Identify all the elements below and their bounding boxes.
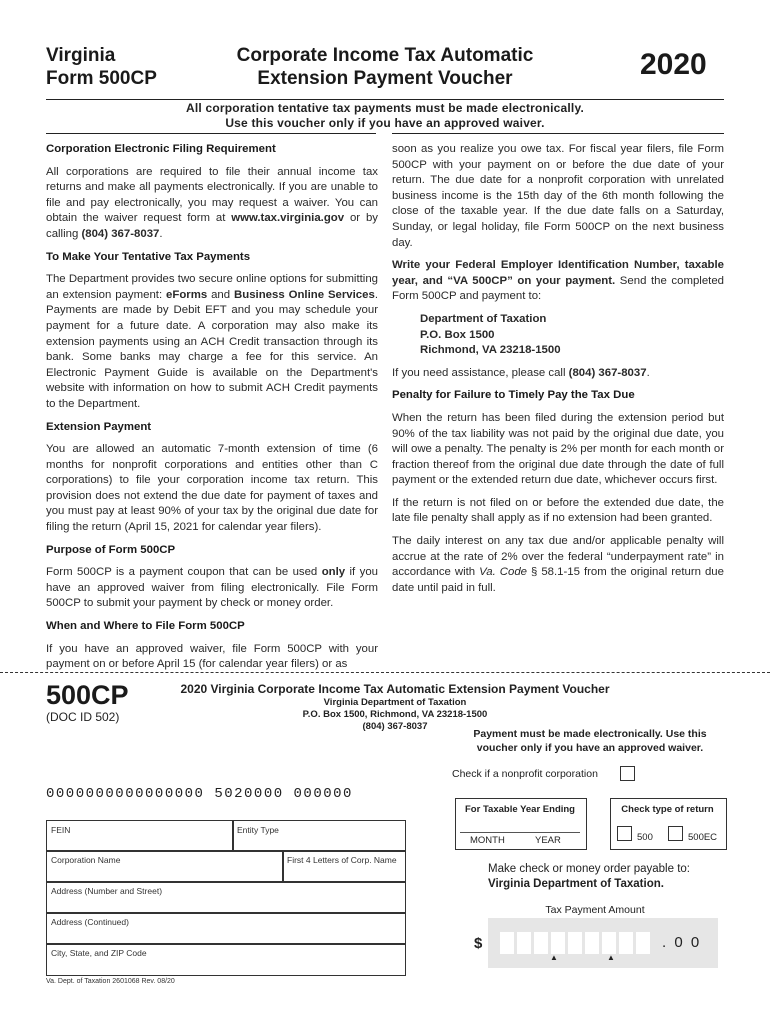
right-column-rule bbox=[392, 133, 724, 134]
notice-line-1: All corporation tentative tax payments must be made electronically. bbox=[186, 101, 584, 115]
write-fein-paragraph: Write your Federal Employer Identification Number, taxable year, and “VA 500CP” on your payment. Send the completed Form 500CP and payment to: bbox=[392, 259, 724, 303]
when-paragraph: If you have an approved waiver, file Form 500CP with your payment on or before April 15 (for calendar year filers) or as bbox=[46, 642, 378, 671]
entity-type-field[interactable]: Entity Type bbox=[232, 820, 406, 852]
corporation-name-field[interactable]: Corporation Name bbox=[46, 850, 284, 883]
nonprofit-label: Check if a nonprofit corporation bbox=[452, 768, 598, 780]
dollar-sign: $ bbox=[474, 935, 483, 952]
form-footer: Va. Dept. of Taxation 2601068 Rev. 08/20 bbox=[46, 978, 175, 985]
fein-field[interactable]: FEIN bbox=[46, 820, 234, 852]
voucher-notice: Payment must be made electronically. Use this voucher only if you have an approved waiver. bbox=[473, 728, 707, 754]
voucher-doc-id: (DOC ID 502) bbox=[46, 710, 120, 724]
option-500ec-label: 500EC bbox=[688, 832, 718, 843]
assistance-paragraph: If you need assistance, please call (804) 367-8037. bbox=[392, 366, 650, 379]
amount-digit-cell[interactable] bbox=[636, 932, 650, 954]
form-title bbox=[205, 44, 565, 90]
amount-digit-cell[interactable] bbox=[551, 932, 565, 954]
voucher-form-number: 500CP bbox=[46, 680, 129, 710]
extension-paragraph: You are allowed an automatic 7-month extension of time (6 months for nonprofit corporations and entities other than C corporations) to file your corporation income tax return. This provision does not extend the due date for payment of taxes and you must pay at least 90% of your tax by the original due date for filing the return (April 15, 2021 for calendar year filers). bbox=[46, 443, 378, 534]
state-name: Virginia bbox=[46, 45, 116, 66]
taxable-year-line[interactable] bbox=[460, 832, 580, 833]
amount-digit-cell[interactable] bbox=[602, 932, 616, 954]
voucher-department-info: Virginia Department of Taxation P.O. Box 1500, Richmond, VA 23218-1500 (804) 367-8037 bbox=[302, 697, 488, 732]
form-identifier bbox=[46, 44, 157, 90]
amount-digit-cell[interactable] bbox=[585, 932, 599, 954]
amount-digit-cell[interactable] bbox=[517, 932, 531, 954]
electronic-payment-notice bbox=[46, 101, 724, 131]
separator-marker-icon: ▲ bbox=[550, 953, 558, 962]
penalty-paragraph: When the return has been filed during the extension period but 90% of the tax liability was not paid by the original due date, you will owe a penalty. The penalty is 2% per month for each month or fraction thereof from the original due date through the date of full payment or the extended return due date, whichever occurs first. bbox=[392, 411, 724, 487]
year-label: YEAR bbox=[535, 835, 561, 846]
first-four-letters-field[interactable]: First 4 Letters of Corp. Name bbox=[282, 850, 406, 883]
option-500-label: 500 bbox=[637, 832, 653, 843]
taxable-year-label: For Taxable Year Ending bbox=[465, 804, 575, 815]
heading-efile-requirement: Corporation Electronic Filing Requirement bbox=[46, 143, 276, 155]
payable-to-instruction: Make check or money order payable to: Virginia Department of Taxation. bbox=[488, 863, 690, 890]
address-street-field[interactable]: Address (Number and Street) bbox=[46, 881, 406, 914]
cents-value: . 0 0 bbox=[662, 934, 702, 951]
instructions-left-column bbox=[46, 142, 378, 680]
city-state-zip-field[interactable]: City, State, and ZIP Code bbox=[46, 943, 406, 976]
purpose-paragraph: Form 500CP is a payment coupon that can be used only if you have an approved waiver from filing electronically. File Form 500CP to submit your payment by check or money order. bbox=[46, 566, 378, 610]
late-file-paragraph: If the return is not filed on or before the extended due date, the late file penalty shall apply as if no extension had been granted. bbox=[392, 496, 724, 525]
heading-tentative-payments: To Make Your Tentative Tax Payments bbox=[46, 250, 251, 263]
tax-payment-amount-label: Tax Payment Amount bbox=[545, 904, 645, 916]
detach-line bbox=[0, 672, 770, 673]
tentative-paragraph: The Department provides two secure online options for submitting an extension payment: eForms and Business Online Services. Payments are made by Debit EFT and you may schedule your payment for a future date. A corporation may also make its extension payments using an ACH Credit transaction through its bank. Some banks may charge a fee for this service. An Electronic Payment Guide is available on the Department's website with information on how to submit ACH Credit payments to the Department. bbox=[46, 273, 378, 410]
separator-marker-icon: ▲ bbox=[607, 953, 615, 962]
header-rule bbox=[46, 99, 724, 100]
amount-digit-cell[interactable] bbox=[619, 932, 633, 954]
checkbox-500[interactable] bbox=[617, 826, 632, 841]
website-url: www.tax.virginia.gov bbox=[231, 212, 345, 225]
title-line-1: Corporate Income Tax Automatic bbox=[236, 45, 534, 66]
efile-paragraph: All corporations are required to file their annual income tax returns and make all payments electronically. If you are unable to file and pay electronically, you may request a waiver. You can obtain the waiver request form at www.tax.virginia.gov or by calling (804) 367-8037. bbox=[46, 165, 378, 240]
heading-purpose: Purpose of Form 500CP bbox=[46, 543, 176, 556]
voucher-heading: 2020 Virginia Corporate Income Tax Automatic Extension Payment Voucher bbox=[180, 682, 610, 696]
mailing-address: Department of Taxation P.O. Box 1500 Richmond, VA 23218-1500 bbox=[420, 312, 561, 357]
form-number: Form 500CP bbox=[46, 68, 157, 89]
title-line-2: Extension Payment Voucher bbox=[257, 68, 513, 89]
left-column-rule bbox=[46, 133, 376, 134]
tax-year: 2020 bbox=[640, 48, 707, 81]
amount-digit-cell[interactable] bbox=[568, 932, 582, 954]
address-continued-field[interactable]: Address (Continued) bbox=[46, 912, 406, 945]
nonprofit-checkbox[interactable] bbox=[620, 766, 635, 781]
amount-digit-cell[interactable] bbox=[534, 932, 548, 954]
phone-number: (804) 367-8037 bbox=[81, 227, 160, 240]
heading-extension-payment: Extension Payment bbox=[46, 420, 152, 433]
instructions-right-column bbox=[392, 142, 724, 603]
month-label: MONTH bbox=[470, 835, 505, 846]
scanline: 0000000000000000 5020000 000000 bbox=[46, 786, 353, 802]
checkbox-500ec[interactable] bbox=[668, 826, 683, 841]
heading-when-where: When and Where to File Form 500CP bbox=[46, 620, 245, 633]
interest-paragraph: The daily interest on any tax due and/or applicable penalty will accrue at the rate of 2% over the federal “underpayment rate” in accordance with Va. Code § 58.1-15 from the original return due date until paid in full. bbox=[392, 535, 724, 594]
return-type-label: Check type of return bbox=[621, 804, 714, 815]
heading-penalty: Penalty for Failure to Timely Pay the Tax Due bbox=[392, 389, 635, 402]
notice-line-2: Use this voucher only if you have an approved waiver. bbox=[225, 116, 545, 130]
amount-digit-cell[interactable] bbox=[500, 932, 514, 954]
fiscal-year-paragraph: soon as you realize you owe tax. For fiscal year filers, file Form 500CP with your payment on or before the due date of your return. The due date for a nonprofit corporation with unrelated business income is the 15th day of the 6th month following the close of the taxable year. If the due date falls on a Saturday, Sunday, or legal holiday, file Form 500CP on the next business day. bbox=[392, 143, 724, 249]
